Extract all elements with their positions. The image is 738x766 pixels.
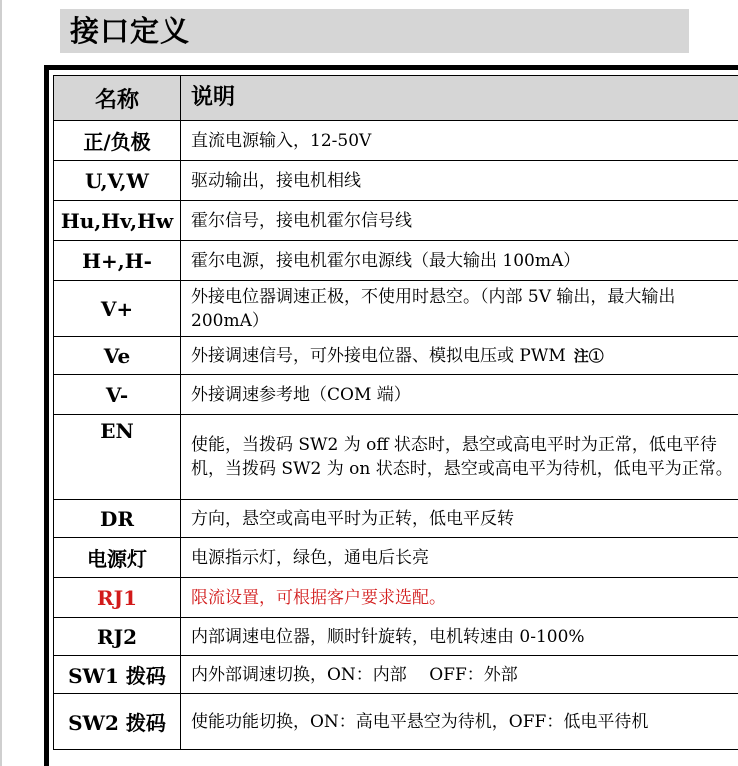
- row-desc: 使能，当拨码 SW2 为 off 状态时，悬空或高电平时为正常，低电平待机，当拨码 SW2 为 on 状态时，悬空或高电平为待机，低电平为正常。: [181, 415, 738, 500]
- row-name: U,V,W: [54, 161, 181, 201]
- table-row: [54, 538, 738, 578]
- row-name: SW1 拨码: [54, 656, 181, 694]
- left-edge-rule: [0, 0, 2, 766]
- row-desc: 驱动输出，接电机相线: [181, 161, 738, 201]
- table-row: [54, 201, 738, 241]
- section-title: 接口定义: [70, 14, 191, 48]
- row-name: RJ1: [54, 578, 181, 618]
- row-name: Ve: [54, 337, 181, 375]
- row-name: DR: [54, 500, 181, 538]
- table-row: [54, 281, 738, 337]
- row-name: 电源灯: [54, 538, 181, 578]
- table-row: [54, 578, 738, 618]
- interface-definition-table: [53, 75, 738, 750]
- header-name: 名称: [54, 76, 181, 121]
- row-desc: 霍尔信号，接电机霍尔信号线: [181, 201, 738, 241]
- interface-table-wrapper: [53, 75, 738, 750]
- row-name: V-: [54, 375, 181, 415]
- table-row: [54, 121, 738, 161]
- row-name: Hu,Hv,Hw: [54, 201, 181, 241]
- row-name: H+,H-: [54, 241, 181, 281]
- row-desc: 霍尔电源，接电机霍尔电源线（最大输出 100mA）: [181, 241, 738, 281]
- table-row: [54, 500, 738, 538]
- table-row: [54, 241, 738, 281]
- row-desc: [181, 337, 738, 375]
- row-desc: 内外部调速切换，ON：内部 OFF：外部: [181, 656, 738, 694]
- row-name: 正/负极: [54, 121, 181, 161]
- table-header-row: [54, 76, 738, 121]
- table-row: [54, 415, 738, 500]
- note-marker: 注①: [573, 346, 604, 365]
- row-desc: 方向，悬空或高电平时为正转，低电平反转: [181, 500, 738, 538]
- table-row: [54, 694, 738, 750]
- row-name: EN: [54, 415, 181, 500]
- section-title-bar: [60, 9, 689, 53]
- table-row: [54, 656, 738, 694]
- row-desc: 内部调速电位器，顺时针旋转，电机转速由 0-100%: [181, 618, 738, 656]
- row-desc: 电源指示灯，绿色，通电后长亮: [181, 538, 738, 578]
- row-desc-text: 外接调速信号，可外接电位器、模拟电压或 PWM: [191, 345, 566, 366]
- table-row: [54, 618, 738, 656]
- header-desc: 说明: [181, 76, 738, 121]
- row-desc: 限流设置，可根据客户要求选配。: [181, 578, 738, 618]
- row-desc: 直流电源输入，12-50V: [181, 121, 738, 161]
- row-desc: 外接电位器调速正极，不使用时悬空。（内部 5V 输出，最大输出 200mA）: [181, 281, 738, 337]
- table-row: [54, 161, 738, 201]
- row-name: SW2 拨码: [54, 694, 181, 750]
- row-name: V+: [54, 281, 181, 337]
- table-row: [54, 337, 738, 375]
- row-desc: 外接调速参考地（COM 端）: [181, 375, 738, 415]
- row-desc: 使能功能切换，ON：高电平悬空为待机，OFF：低电平待机: [181, 694, 738, 750]
- row-name: RJ2: [54, 618, 181, 656]
- table-row: [54, 375, 738, 415]
